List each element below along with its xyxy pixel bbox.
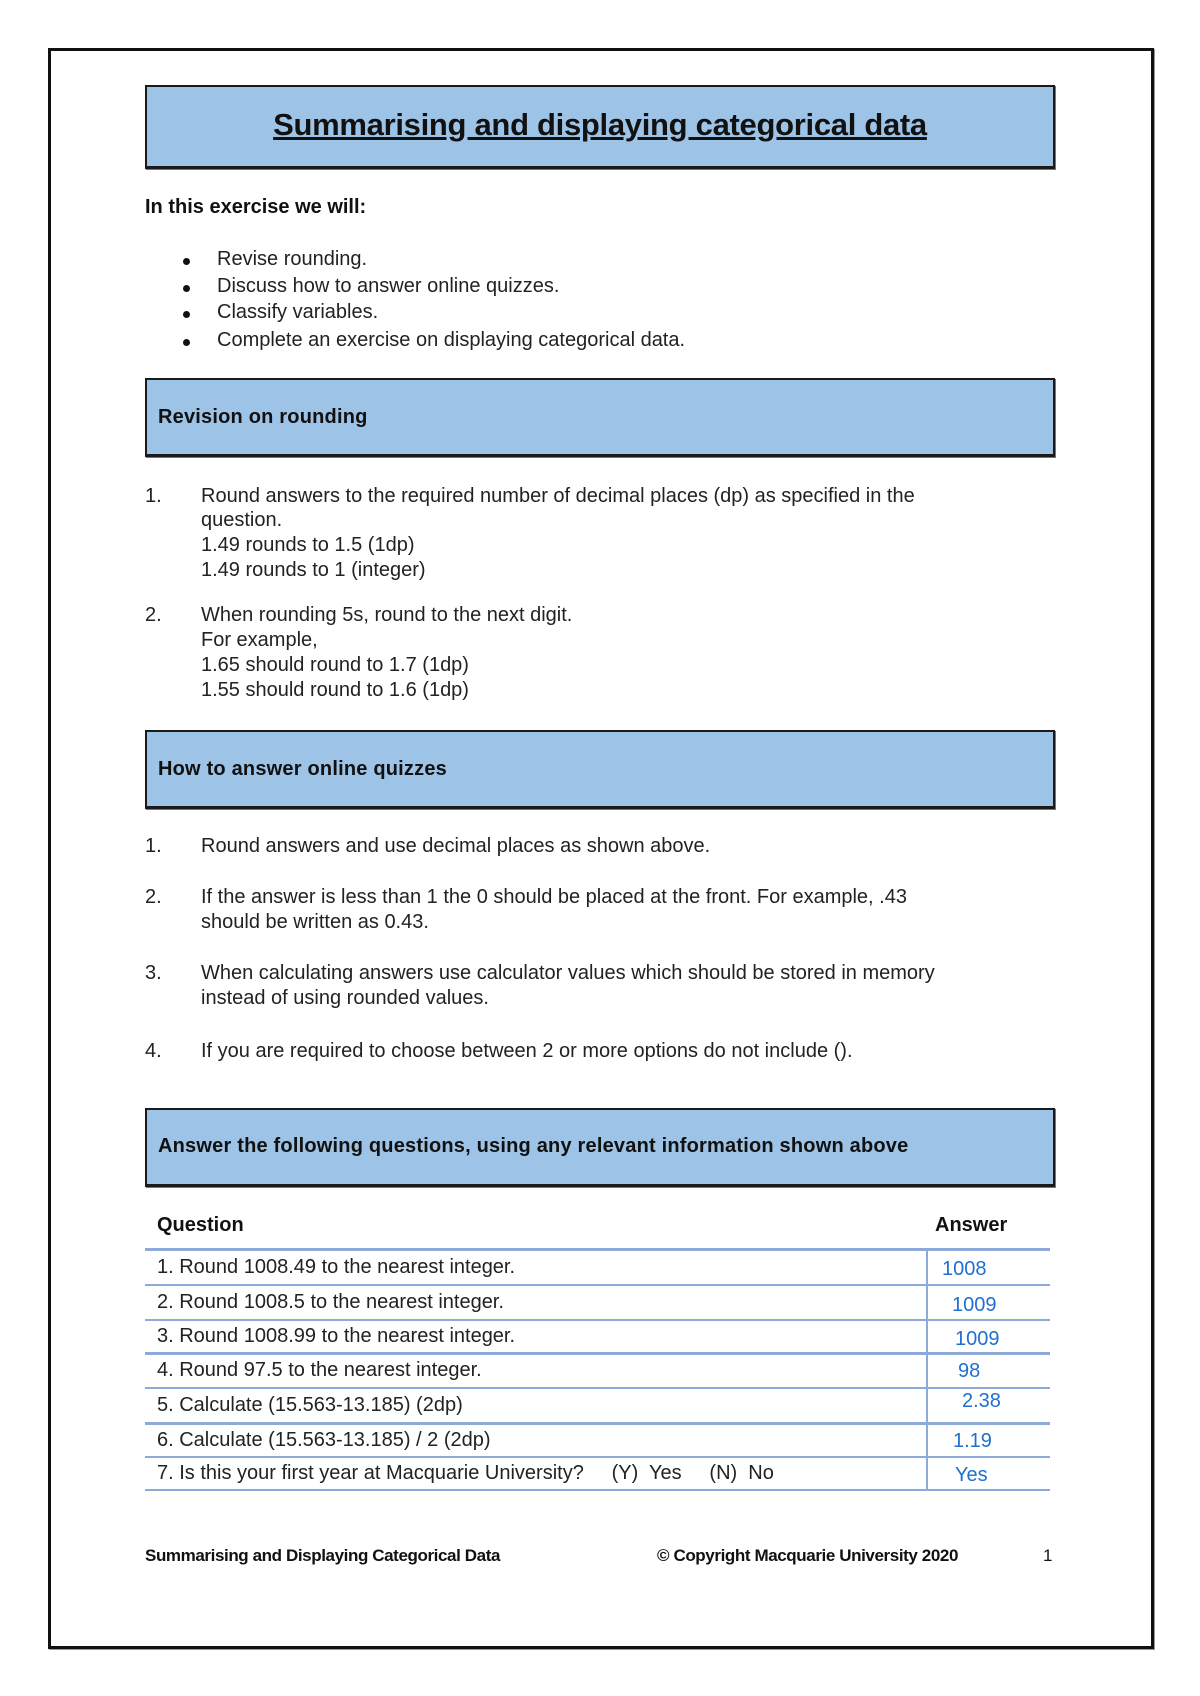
row-divider bbox=[145, 1456, 1050, 1458]
section-heading: How to answer online quizzes bbox=[158, 758, 447, 780]
list-text: When rounding 5s, round to the next digit. bbox=[201, 604, 573, 626]
bullet-text: Complete an exercise on displaying categorical data. bbox=[217, 329, 686, 351]
question-cell: 5. Calculate (15.563-13.185) (2dp) bbox=[157, 1394, 463, 1416]
question-cell: 3. Round 1008.99 to the nearest integer. bbox=[157, 1325, 516, 1347]
title-box bbox=[145, 85, 1055, 169]
list-number: 1. bbox=[145, 835, 162, 857]
bullet-text: Revise rounding. bbox=[217, 248, 368, 270]
question-cell: 7. Is this your first year at Macquarie University? (Y) Yes (N) No bbox=[157, 1462, 774, 1484]
answer-column-header: Answer bbox=[935, 1214, 1008, 1236]
footer-title: Summarising and Displaying Categorical Data bbox=[145, 1546, 501, 1565]
question-column-header: Question bbox=[157, 1214, 244, 1236]
row-divider bbox=[145, 1319, 1050, 1321]
answer-cell[interactable]: 2.38 bbox=[962, 1390, 1001, 1412]
bullet-icon bbox=[183, 311, 190, 318]
row-divider bbox=[145, 1387, 1050, 1389]
list-text: should be written as 0.43. bbox=[201, 911, 429, 933]
footer-copyright: © Copyright Macquarie University 2020 bbox=[657, 1546, 958, 1565]
list-text: Round answers and use decimal places as shown above. bbox=[201, 835, 711, 857]
list-text: Round answers to the required number of decimal places (dp) as specified in the bbox=[201, 485, 915, 507]
bullet-text: Discuss how to answer online quizzes. bbox=[217, 275, 560, 297]
answer-cell[interactable]: Yes bbox=[955, 1464, 988, 1486]
table-header-rule bbox=[145, 1248, 1050, 1251]
list-text: If you are required to choose between 2 or more options do not include (). bbox=[201, 1040, 853, 1062]
page-title: Summarising and displaying categorical data bbox=[273, 107, 927, 142]
list-text: When calculating answers use calculator values which should be stored in memory bbox=[201, 962, 935, 984]
question-cell: 6. Calculate (15.563-13.185) / 2 (2dp) bbox=[157, 1429, 491, 1451]
section-heading: Revision on rounding bbox=[158, 406, 368, 428]
answer-cell[interactable]: 1008 bbox=[942, 1258, 987, 1280]
list-number: 2. bbox=[145, 886, 162, 908]
answer-cell[interactable]: 1009 bbox=[952, 1294, 997, 1316]
answer-cell[interactable]: 98 bbox=[958, 1360, 981, 1382]
question-cell: 1. Round 1008.49 to the nearest integer. bbox=[157, 1256, 516, 1278]
question-cell: 2. Round 1008.5 to the nearest integer. bbox=[157, 1291, 504, 1313]
page-number: 1 bbox=[1043, 1546, 1053, 1565]
rounding-section-header bbox=[145, 378, 1055, 457]
answer-cell[interactable]: 1009 bbox=[955, 1328, 1000, 1350]
intro-heading: In this exercise we will: bbox=[145, 196, 367, 218]
list-text: 1.49 rounds to 1.5 (1dp) bbox=[201, 534, 415, 556]
section-heading: Answer the following questions, using any relevant information shown above bbox=[158, 1135, 909, 1157]
bullet-icon bbox=[183, 258, 190, 265]
answer-cell[interactable]: 1.19 bbox=[953, 1430, 992, 1452]
row-divider bbox=[145, 1422, 1050, 1425]
bullet-text: Classify variables. bbox=[217, 301, 379, 323]
list-text: question. bbox=[201, 509, 283, 531]
list-number: 1. bbox=[145, 485, 162, 507]
list-number: 2. bbox=[145, 604, 162, 626]
list-number: 3. bbox=[145, 962, 162, 984]
bullet-icon bbox=[183, 285, 190, 292]
list-text: 1.65 should round to 1.7 (1dp) bbox=[201, 654, 469, 676]
list-text: For example, bbox=[201, 629, 318, 651]
list-text: instead of using rounded values. bbox=[201, 987, 489, 1009]
row-divider bbox=[145, 1352, 1050, 1355]
bullet-icon bbox=[183, 339, 190, 346]
row-divider bbox=[145, 1284, 1050, 1286]
questions-section-header bbox=[145, 1108, 1055, 1187]
list-text: If the answer is less than 1 the 0 should be placed at the front. For example, .43 bbox=[201, 886, 907, 908]
list-number: 4. bbox=[145, 1040, 162, 1062]
list-text: 1.55 should round to 1.6 (1dp) bbox=[201, 679, 469, 701]
list-text: 1.49 rounds to 1 (integer) bbox=[201, 559, 426, 581]
question-cell: 4. Round 97.5 to the nearest integer. bbox=[157, 1359, 482, 1381]
row-divider bbox=[145, 1489, 1050, 1491]
quizzes-section-header bbox=[145, 730, 1055, 809]
column-divider bbox=[926, 1250, 928, 1490]
